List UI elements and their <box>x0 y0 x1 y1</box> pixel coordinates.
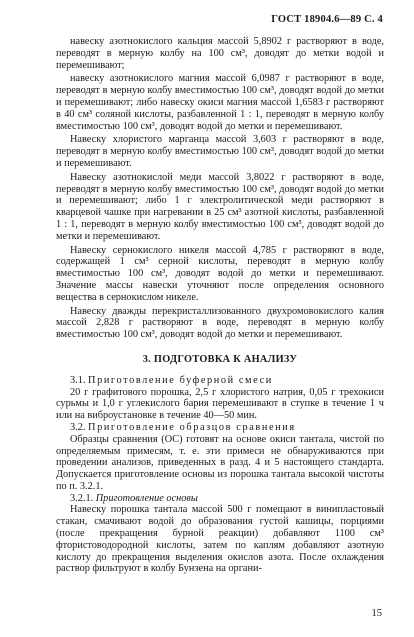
paragraph-calcium: навеску азотнокислого кальция массой 5,8902 г растворяют в воде, переводят в мерную колбу на 100 см³, доводят до метки водой и перемешивают; <box>56 36 384 71</box>
paragraph-potassium-dichromate: Навеску дважды перекристаллизованного двухромовокислого калия массой 2,828 г растворяют в воде, переводят в мерную колбу вместимостью 100 см³, доводят водой до метки и перемешивают. <box>56 305 384 341</box>
subsection-3-1-number: 3.1. <box>70 374 86 386</box>
section-title: 3. ПОДГОТОВКА К АНАЛИЗУ <box>142 353 298 365</box>
document-body <box>56 36 384 575</box>
paragraph-magnesium: навеску азотнокислого магния массой 6,0987 г растворяют в воде, переводят в мерную колбу вместимостью 100 см³, доводят водой до метки и перемешивают; либо навеску окиси магния массой 1,6583 г растворяют в 40 см³ соляной кислоты, разбавленной 1 : 1, переводят в мерную колбу вместимостью 100 см³, доводят водой до метки и перемешивают. <box>56 73 384 132</box>
paragraph-copper: Навеску азотнокислой меди массой 3,8022 г растворяют в воде, переводят в мерную колбу вместимостью 100 см³, доводят водой до метки и перемешивают; либо 1 г электролитической меди растворяют в кварцевой чашке при нагревании в 25 см³ азотной кислоты, разбавленной 1 : 1, переводят в мерную колбу вместимостью 100 см³, доводят водой до метки и перемешивают. <box>56 171 384 242</box>
subsection-3-2-number: 3.2. <box>70 421 86 433</box>
paragraph-manganese: Навеску хлористого марганца массой 3,603 г растворяют в воде, переводят в мерную колбу вместимостью 100 см³, доводят водой до метки и перемешивают. <box>56 134 384 169</box>
subsection-3-1-text: 20 г графитового порошка, 2,5 г хлористого натрия, 0,05 г трехокиси сурьмы и 1,0 г углекислого бария перемешивают в ступке в течение 1 ч или на виброустановке в течение 40—50 мин. <box>56 386 384 422</box>
subsection-3-2-title: Приготовление образцов сравнения <box>88 421 296 433</box>
page-number: 15 <box>371 608 382 619</box>
subsection-3-2-heading <box>56 422 384 434</box>
page-header: ГОСТ 18904.6—89 С. 4 <box>271 14 383 25</box>
paragraph-nickel: Навеску сернокислого никеля массой 4,785 г растворяют в воде, содержащей 1 см³ серной кислоты, переводят в мерную колбу вместимостью 100 см³, доводят водой до метки и перемешивают. Значение массы навески уточняют после определения основного вещества в сернокислом никеле. <box>56 244 384 303</box>
subsection-3-2-1-number: 3.2.1. <box>70 492 94 504</box>
subsection-3-2-1-heading <box>56 493 384 505</box>
subsection-3-2-1-title: Приготовление основы <box>95 492 198 504</box>
subsection-3-1-title: Приготовление буферной смеси <box>88 374 273 386</box>
subsection-3-2-1-text: Навеску порошка тантала массой 500 г помещают в винипластовый стакан, смачивают водой до образования густой кашицы, порциями (после прекращения бурной реакции) добавляют 1100 см³ фтористоводородной кислоты, затем по каплям добавляют азотную кислоту до прекращения выделения окислов азота. После охлаждения раствор фильтруют в колбу Бунзена на органи- <box>56 504 384 575</box>
subsection-3-2-text: Образцы сравнения (ОС) готовят на основе окиси тантала, чистой по определяемым примесям, т. е. эти примеси не обнаруживаются при проведении анализов, приведенных в разд. 4 и 5 настоящего стандарта. Допускается приготовление основы из порошка тантала высокой чистоты по п. 3.2.1. <box>56 433 384 492</box>
subsection-3-1-heading <box>56 375 384 387</box>
